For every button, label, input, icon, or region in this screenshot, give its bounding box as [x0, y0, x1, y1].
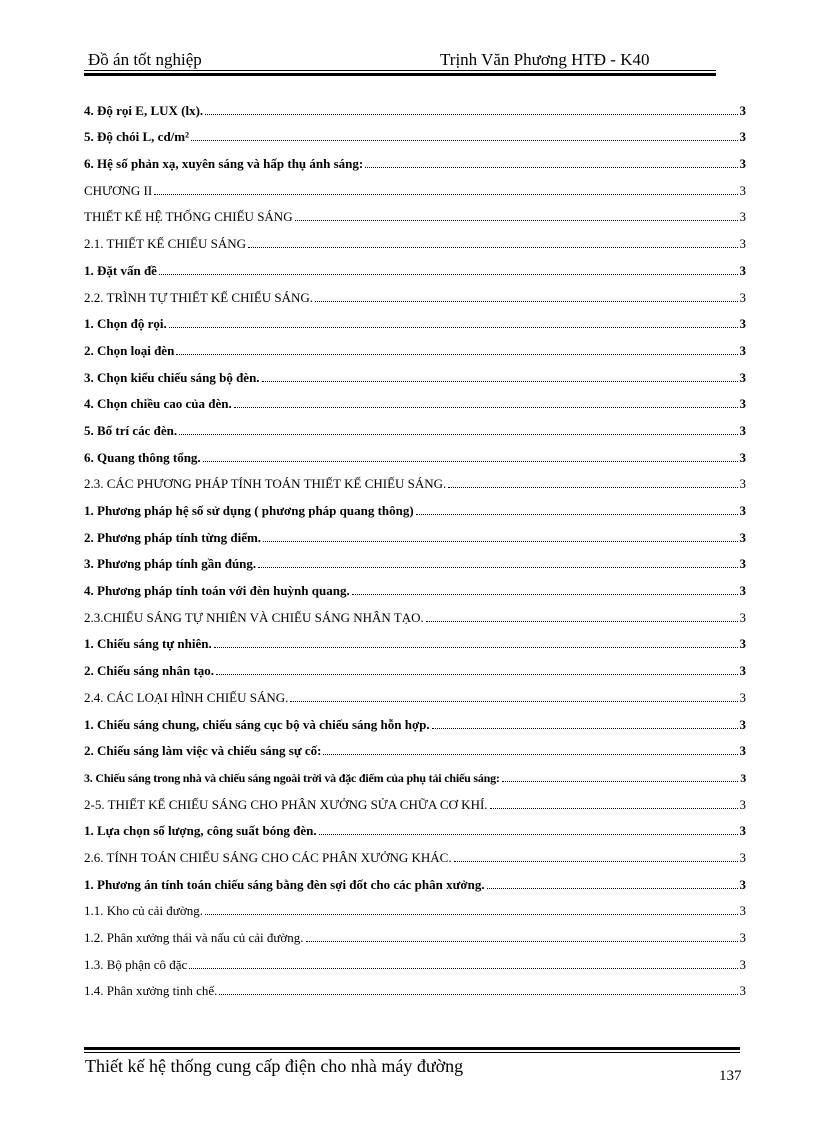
toc-entry[interactable] [84, 973, 746, 1000]
toc-entry[interactable] [84, 492, 746, 519]
toc-dot-leader [258, 567, 737, 568]
toc-entry[interactable] [84, 546, 746, 573]
toc-entry-title: 6. Hệ số phản xạ, xuyên sáng và hấp thụ ánh sáng: [84, 156, 364, 172]
toc-entry-page: 3 [739, 289, 746, 305]
toc-entry-title: 1.4. Phân xưởng tinh chế. [84, 983, 218, 999]
toc-entry-page: 3 [739, 156, 746, 172]
toc-entry[interactable] [84, 386, 746, 413]
toc-dot-leader [426, 621, 738, 622]
toc-entry[interactable] [84, 279, 746, 306]
toc-dot-leader [319, 834, 738, 835]
toc-entry[interactable] [84, 92, 746, 119]
toc-entry-title: THIẾT KẾ HỆ THỐNG CHIẾU SÁNG [84, 209, 293, 225]
toc-dot-leader [306, 941, 738, 942]
toc-entry-page: 3 [739, 396, 746, 412]
toc-entry-title: 2.1. THIẾT KẾ CHIẾU SÁNG [84, 236, 247, 252]
toc-dot-leader [219, 994, 737, 995]
toc-dot-leader [179, 434, 737, 435]
toc-entry-title: 1.1. Kho củ cải đường. [84, 903, 203, 919]
toc-entry-page: 3 [739, 716, 746, 732]
toc-dot-leader [323, 754, 737, 755]
toc-dot-leader [234, 407, 738, 408]
toc-entry-title: 2.6. TÍNH TOÁN CHIẾU SÁNG CHO CÁC PHÂN XƯỞNG KHÁC. [84, 849, 452, 865]
toc-dot-leader [454, 861, 738, 862]
toc-dot-leader [205, 114, 737, 115]
toc-entry-page: 3 [739, 182, 746, 198]
toc-entry-title: 1. Phương án tính toán chiếu sáng bằng đèn sợi đốt cho các phân xưởng. [84, 876, 485, 892]
toc-entry-page: 3 [739, 342, 746, 358]
toc-entry-page: 3 [739, 476, 746, 492]
toc-dot-leader [365, 167, 737, 168]
toc-entry[interactable] [84, 919, 746, 946]
toc-entry[interactable] [84, 119, 746, 146]
toc-entry[interactable] [84, 332, 746, 359]
toc-entry-page: 3 [739, 663, 746, 679]
page-header [88, 50, 716, 72]
header-rule-thin [84, 70, 716, 71]
toc-entry-page: 3 [739, 556, 746, 572]
toc-entry[interactable] [84, 813, 746, 840]
toc-entry-title: 5. Độ chói L, cd/m² [84, 129, 190, 145]
toc-entry-title: 3. Phương pháp tính gần đúng. [84, 556, 257, 572]
toc-entry-page: 3 [739, 129, 746, 145]
toc-entry-title: 4. Phương pháp tính toán với đèn huỳnh quang. [84, 583, 350, 599]
toc-dot-leader [216, 674, 737, 675]
toc-entry-page: 3 [739, 903, 746, 919]
toc-entry[interactable] [84, 893, 746, 920]
toc-entry[interactable] [84, 679, 746, 706]
toc-entry-page: 3 [739, 930, 746, 945]
toc-entry[interactable] [84, 866, 746, 893]
toc-dot-leader [262, 381, 738, 382]
toc-entry-title: 1. Chiếu sáng chung, chiếu sáng cục bộ và chiếu sáng hỗn hợp. [84, 716, 430, 732]
toc-entry-page: 3 [739, 849, 746, 865]
toc-entry-page: 3 [739, 529, 746, 545]
toc-entry-title: 1. Đặt vấn đề [84, 262, 157, 278]
footer-title: Thiết kế hệ thống cung cấp điện cho nhà máy đường [85, 1056, 464, 1076]
toc-entry-page: 3 [739, 876, 746, 892]
toc-entry-page: 3 [739, 262, 746, 278]
toc-dot-leader [248, 247, 737, 248]
toc-entry[interactable] [84, 786, 746, 813]
toc-entry[interactable] [84, 199, 746, 226]
toc-dot-leader [169, 327, 738, 328]
toc-entry-page: 3 [740, 770, 746, 785]
toc-dot-leader [432, 728, 738, 729]
footer-rule-thin [84, 1052, 740, 1053]
toc-entry-title: 2.3.CHIẾU SÁNG TỰ NHIÊN VÀ CHIẾU SÁNG NHÂN TẠO. [84, 609, 424, 625]
toc-dot-leader [295, 220, 738, 221]
toc-entry-title: 1.3. Bộ phận cô đặc [84, 956, 188, 972]
toc-entry[interactable] [84, 412, 746, 439]
toc-entry[interactable] [84, 306, 746, 333]
toc-entry-title: 4. Chọn chiều cao của đèn. [84, 396, 232, 412]
toc-entry[interactable] [84, 519, 746, 546]
toc-entry-title: 2. Chiếu sáng nhân tạo. [84, 663, 215, 679]
toc-entry-page: 3 [739, 983, 746, 999]
toc-entry-page: 3 [739, 369, 746, 385]
toc-entry-title: 1. Chiếu sáng tự nhiên. [84, 636, 212, 652]
toc-dot-leader [159, 274, 738, 275]
toc-entry[interactable] [84, 145, 746, 172]
toc-entry-title: 3. Chọn kiểu chiếu sáng bộ đèn. [84, 369, 260, 385]
toc-entry-page: 3 [739, 422, 746, 438]
toc-entry[interactable] [84, 172, 746, 199]
toc-entry-page: 3 [739, 102, 746, 118]
footer-rule-thick [84, 1047, 740, 1050]
toc-entry[interactable] [84, 759, 746, 786]
toc-entry-title: 1. Lựa chọn số lượng, công suất bóng đèn. [84, 823, 317, 839]
toc-entry-page: 3 [739, 743, 746, 759]
toc-entry-title: 2. Chọn loại đèn [84, 342, 175, 358]
toc-entry-page: 3 [739, 636, 746, 652]
toc-dot-leader [263, 541, 737, 542]
toc-entry[interactable] [84, 599, 746, 626]
toc-entry-page: 3 [739, 796, 746, 812]
toc-dot-leader [502, 781, 739, 782]
header-author: Trịnh Văn Phương HTĐ - K40 [440, 50, 650, 69]
toc-dot-leader [214, 647, 738, 648]
toc-dot-leader [315, 301, 737, 302]
toc-dot-leader [490, 808, 738, 809]
toc-entry-title: 2-5. THIẾT KẾ CHIẾU SÁNG CHO PHÂN XƯỞNG SỬA CHỮA CƠ KHÍ. [84, 796, 488, 812]
toc-entry[interactable] [84, 839, 746, 866]
toc-entry[interactable] [84, 706, 746, 733]
toc-dot-leader [176, 354, 737, 355]
toc-entry-title: 1.2. Phân xưởng thái và nấu củ cải đường. [84, 930, 304, 945]
toc-entry-page: 3 [739, 609, 746, 625]
toc-entry-title: 4. Độ rọi E, LUX (lx). [84, 102, 204, 118]
toc-entry-page: 3 [739, 236, 746, 252]
toc-entry-title: 2. Phương pháp tính từng điểm. [84, 529, 262, 545]
toc-entry-page: 3 [739, 316, 746, 332]
toc-entry-page: 3 [739, 209, 746, 225]
toc-entry[interactable] [84, 252, 746, 279]
toc-dot-leader [290, 701, 737, 702]
toc-dot-leader [203, 461, 738, 462]
toc-entry-page: 3 [739, 823, 746, 839]
toc-entry-page: 3 [739, 689, 746, 705]
toc-entry-title: 5. Bố trí các đèn. [84, 422, 178, 438]
toc-entry[interactable] [84, 572, 746, 599]
toc-entry-title: 2.2. TRÌNH TỰ THIẾT KẾ CHIẾU SÁNG. [84, 289, 314, 305]
toc-entry[interactable] [84, 439, 746, 466]
toc-dot-leader [154, 194, 737, 195]
toc-dot-leader [189, 968, 737, 969]
toc-dot-leader [352, 594, 738, 595]
toc-entry[interactable] [84, 946, 746, 973]
toc-entry-title: CHƯƠNG II [84, 182, 153, 198]
toc-entry-title: 6. Quang thông tổng. [84, 449, 201, 465]
toc-entry-title: 2.3. CÁC PHƯƠNG PHÁP TÍNH TOÁN THIẾT KẾ CHIẾU SÁNG. [84, 476, 447, 492]
toc-entry-title: 3. Chiếu sáng trong nhà và chiếu sáng ngoài trời và đặc điểm của phụ tải chiếu sáng: [84, 770, 500, 785]
toc-entry-page: 3 [739, 503, 746, 518]
toc-dot-leader [448, 487, 737, 488]
toc-entry-page: 3 [739, 449, 746, 465]
header-rule-thick [84, 73, 716, 76]
toc-entry[interactable] [84, 652, 746, 679]
toc-entry[interactable] [84, 466, 746, 493]
toc-entry[interactable] [84, 733, 746, 760]
toc-entry-title: 1. Chọn độ rọi. [84, 316, 167, 332]
toc-dot-leader [205, 914, 738, 915]
toc-dot-leader [416, 514, 738, 515]
toc-dot-leader [487, 888, 738, 889]
toc-entry-page: 3 [739, 956, 746, 972]
page-number: 137 [719, 1068, 742, 1084]
header-document-type: Đồ án tốt nghiệp [88, 50, 202, 69]
toc-dot-leader [191, 140, 737, 141]
toc-entry[interactable] [84, 359, 746, 386]
toc-entry[interactable] [84, 225, 746, 252]
toc-entry-title: 2.4. CÁC LOẠI HÌNH CHIẾU SÁNG. [84, 689, 289, 705]
toc-entry-title: 1. Phương pháp hệ số sử dụng ( phương pháp quang thông) [84, 503, 414, 518]
toc-entry-page: 3 [739, 583, 746, 599]
toc-entry[interactable] [84, 626, 746, 653]
table-of-contents [84, 92, 746, 999]
toc-entry-title: 2. Chiếu sáng làm việc và chiếu sáng sự cố: [84, 743, 322, 759]
